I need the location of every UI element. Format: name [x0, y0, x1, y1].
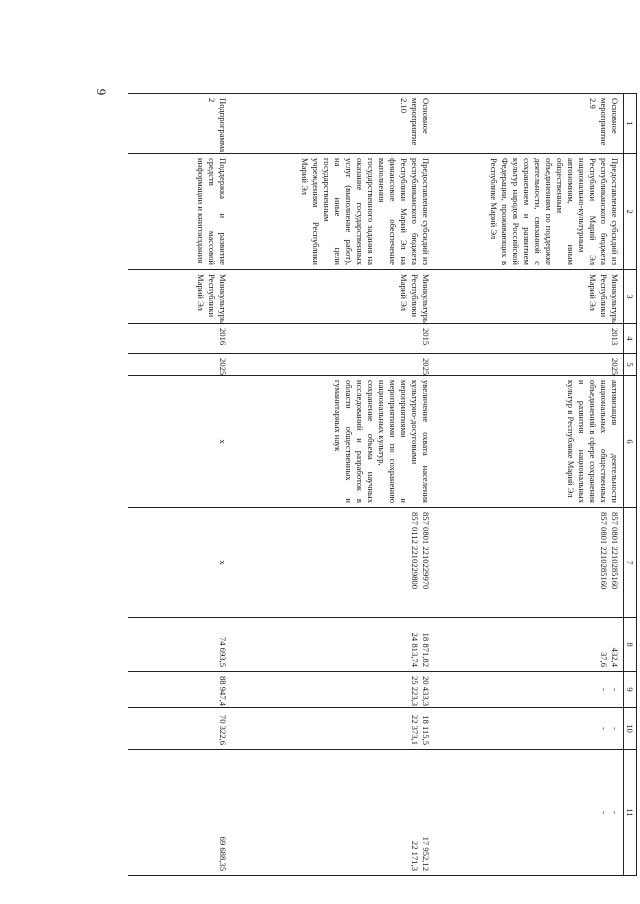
table-row	[231, 94, 434, 876]
value-cell	[434, 750, 624, 876]
value-cell	[231, 618, 434, 672]
result-cell: х	[128, 376, 231, 508]
code-cell	[231, 508, 434, 618]
table-row	[128, 94, 231, 876]
value: 22 373,1	[410, 714, 420, 745]
value-cell	[231, 672, 434, 708]
budget-code: 857 0801 2210285160	[610, 512, 620, 590]
start-year-cell: 2015	[231, 324, 434, 354]
value: -	[610, 727, 620, 730]
column-header: 4	[624, 324, 637, 354]
value: 17 952,12	[421, 836, 431, 871]
value: 18 871,82	[421, 632, 431, 667]
value-cell	[434, 618, 624, 672]
column-number-row	[624, 94, 637, 876]
code-cell: х	[128, 508, 231, 618]
column-header: 11	[624, 750, 637, 876]
name-cell: Предоставление субсидий из республиканского бюджета Республики Марий Эл на финансовое обеспечение выполнения государственного задания на оказание государственных услуг (выполнение работ), на иные цели государственным учреждениям Республики Марий Эл	[231, 154, 434, 270]
start-year-cell: 2013	[434, 324, 624, 354]
name-cell: Поддержка и развитие средств массовой информации и книгоиздания	[128, 154, 231, 270]
program-cell: Подпрограмма 2	[128, 94, 231, 154]
result-text: сохранение объема научных исследований и разработок в области общественных и гуманитарных наук	[333, 380, 376, 503]
value-cell: 88 947,4	[128, 672, 231, 708]
column-header: 7	[624, 508, 637, 618]
program-cell: Основное мероприятие 2.10	[231, 94, 434, 154]
value: -	[599, 688, 609, 691]
value: -	[610, 688, 620, 691]
column-header: 8	[624, 618, 637, 672]
start-year-cell: 2016	[128, 324, 231, 354]
value-cell	[231, 750, 434, 876]
code-cell	[434, 508, 624, 618]
page-number: 9	[94, 88, 109, 96]
column-header: 1	[624, 94, 637, 154]
value: 24 813,74	[410, 632, 420, 667]
value: 22 171,3	[410, 840, 420, 871]
end-year-cell: 2025	[231, 354, 434, 376]
budget-code: 857 0801 2210229970	[421, 512, 431, 590]
value-cell: 74 693,5	[128, 618, 231, 672]
column-header: 9	[624, 672, 637, 708]
value: -	[599, 727, 609, 730]
program-cell: Основное мероприятие 2.9	[434, 94, 624, 154]
result-cell: активизация деятельности национальных общественных объединений в сфере сохранения и развития национальных культур в Республике Марий Эл	[434, 376, 624, 508]
table-row	[434, 94, 624, 876]
column-header: 6	[624, 376, 637, 508]
budget-code: 857 0801 2210285160	[599, 512, 609, 590]
value-cell: 69 688,35	[128, 750, 231, 876]
value: 18 115,5	[421, 715, 431, 745]
end-year-cell: 2025	[128, 354, 231, 376]
column-header: 5	[624, 354, 637, 376]
rotated-table-wrapper	[120, 93, 637, 875]
value: 432,4	[610, 647, 620, 667]
value-cell	[434, 708, 624, 750]
result-text: увеличение охвата населения культурно-досуговыми мероприятиями и мероприятиями по сохранению национальных культур,	[377, 380, 431, 503]
program-activities-table	[128, 93, 637, 876]
budget-code: 857 0112 2210229800	[410, 512, 420, 590]
executor-cell: Минкультуры Республики Марий Эл	[434, 270, 624, 324]
value-cell: 70 322,6	[128, 708, 231, 750]
value: 37,6	[599, 651, 609, 667]
value-cell	[231, 708, 434, 750]
value: -	[599, 811, 609, 814]
column-header: 2	[624, 154, 637, 270]
name-cell: Предоставление субсидий из республиканского бюджета Республики Марий Эл национально-культурным автономиям, иным общественным объединениям по поддержке деятельности, связанной с сохранением и развитием культур народов Российской Федерации, проживающих в Республике Марий Эл	[434, 154, 624, 270]
value: 25 223,3	[410, 676, 420, 707]
end-year-cell: 2025	[434, 354, 624, 376]
executor-cell: Минкультуры Республики Марий Эл	[128, 270, 231, 324]
column-header: 10	[624, 708, 637, 750]
column-header: 3	[624, 270, 637, 324]
value-cell	[434, 672, 624, 708]
result-cell	[231, 376, 434, 508]
executor-cell: Минкультуры Республики Марий Эл	[231, 270, 434, 324]
value: -	[610, 811, 620, 814]
value: 20 433,3	[421, 676, 431, 707]
